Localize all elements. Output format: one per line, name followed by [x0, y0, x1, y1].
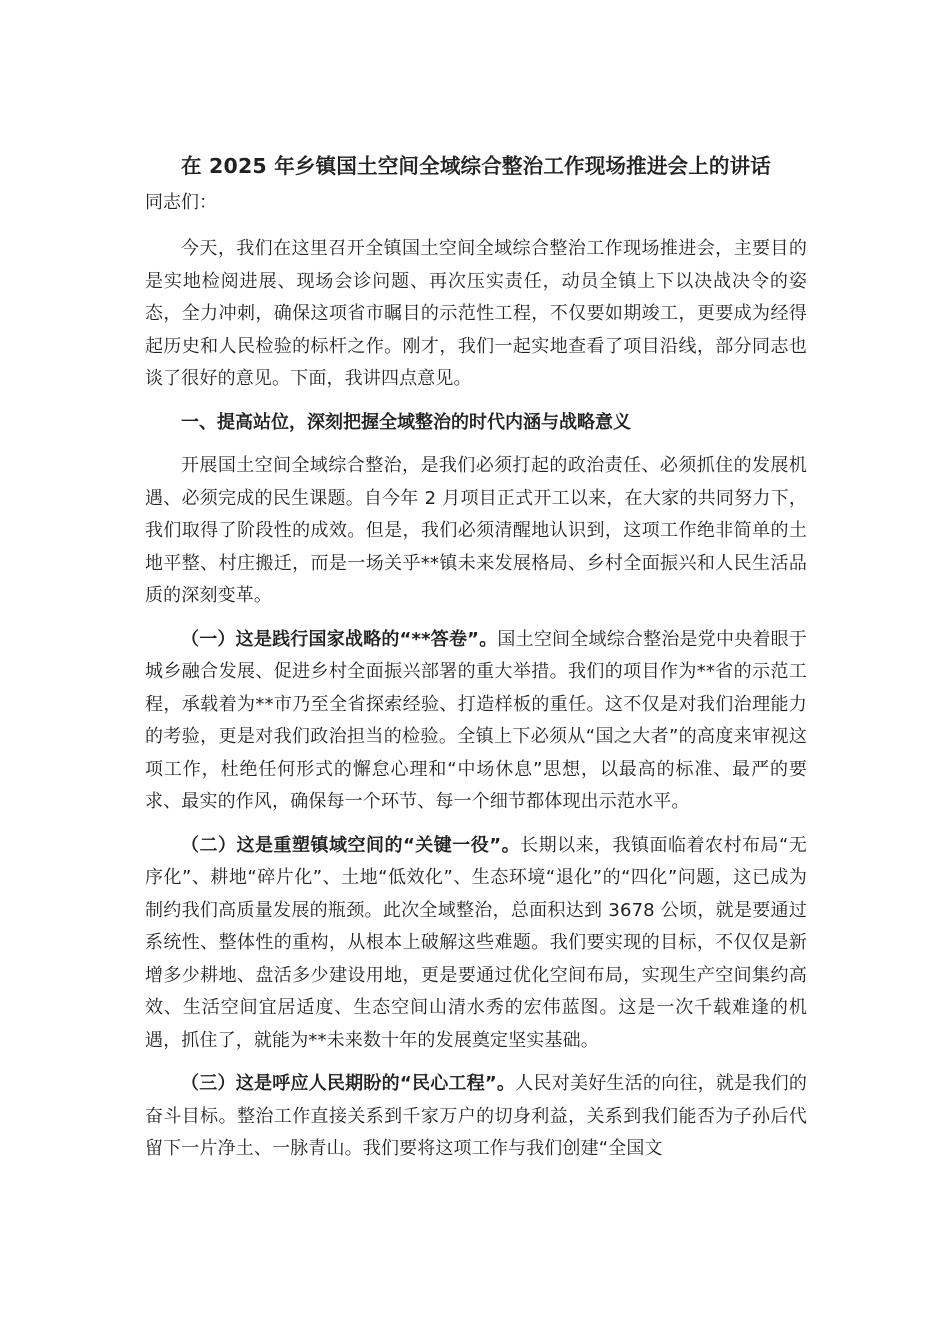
document-title: 在 2025 年乡镇国土空间全域综合整治工作现场推进会上的讲话 — [180, 154, 772, 178]
point-body-3: 人民对美好生活的向往，就是我们的奋斗目标。整治工作直接关系到千家万户的切身利益，关系到我们能否为子孙后代留下一片净土、一脉青山。我们要将这项工作与我们创建“全国文 — [145, 1073, 807, 1159]
point-paragraph-1 — [145, 624, 807, 819]
document-page — [145, 145, 807, 1177]
section-heading-1: 一、提高站位，深刻把握全域整治的时代内涵与战略意义 — [181, 411, 631, 433]
point-paragraph-3 — [145, 1068, 807, 1166]
section-1-body: 开展国土空间全域综合整治，是我们必须打起的政治责任、必须抓住的发展机遇、必须完成的民生课题。自今年 2 月项目正式开工以来，在大家的共同努力下，我们取得了阶段性的成效。但是，我们必须清醒地认识到，这项工作绝非简单的土地平整、村庄搬迁，而是一场关乎**镇未来发展格局、乡村全面振兴和人民生活品质的深刻变革。 — [145, 455, 807, 606]
point-body-2: 长期以来，我镇面临着农村布局“无序化”、耕地“碎片化”、土地“低效化”、生态环境“退化”的“四化”问题，这已成为制约我们高质量发展的瓶颈。此次全域整治，总面积达到 3678 公顷，就是要通过系统性、整体性的重构，从根本上破解这些难题。我们要实现的目标，不仅仅是新增多少耕地、盘活多少建设用地，更是要通过优化空间布局，实现生产空间集约高效、生活空间宜居适度、生态空间山清水秀的宏伟蓝图。这是一次千载难逢的机遇，抓住了，就能为**未来数十年的发展奠定坚实基础。 — [145, 834, 807, 1051]
intro-paragraph: 今天，我们在这里召开全镇国土空间全域综合整治工作现场推进会，主要目的是实地检阅进展、现场会诊问题、再次压实责任，动员全镇上下以决战决令的姿态，全力冲刺，确保这项省市瞩目的示范性工程，不仅要如期竣工，更要成为经得起历史和人民检验的标杆之作。刚才，我们一起实地查看了项目沿线，部分同志也谈了很好的意见。下面，我讲四点意见。 — [145, 238, 807, 389]
point-lead-2: （二）这是重塑镇域空间的“关键一役”。 — [181, 834, 521, 856]
point-lead-3: （三）这是呼应人民期盼的“民心工程”。 — [181, 1073, 516, 1094]
salutation: 同志们： — [145, 192, 217, 213]
point-paragraph-2 — [145, 830, 807, 1058]
point-lead-1: （一）这是践行国家战略的“**答卷”。 — [181, 628, 498, 650]
point-body-1: 国土空间全域综合整治是党中央着眼于城乡融合发展、促进乡村全面振兴部署的重大举措。我们的项目作为**省的示范工程，承载着为**市乃至全省探索经验、打造样板的重任。这不仅是对我们治理能力的考验，更是对我们政治担当的检验。全镇上下必须从“国之大者”的高度来审视这项工作，杜绝任何形式的懈怠心理和“中场休息”思想，以最高的标准、最严的要求、最实的作风，确保每一个环节、每一个细节都体现出示范水平。 — [145, 628, 807, 812]
